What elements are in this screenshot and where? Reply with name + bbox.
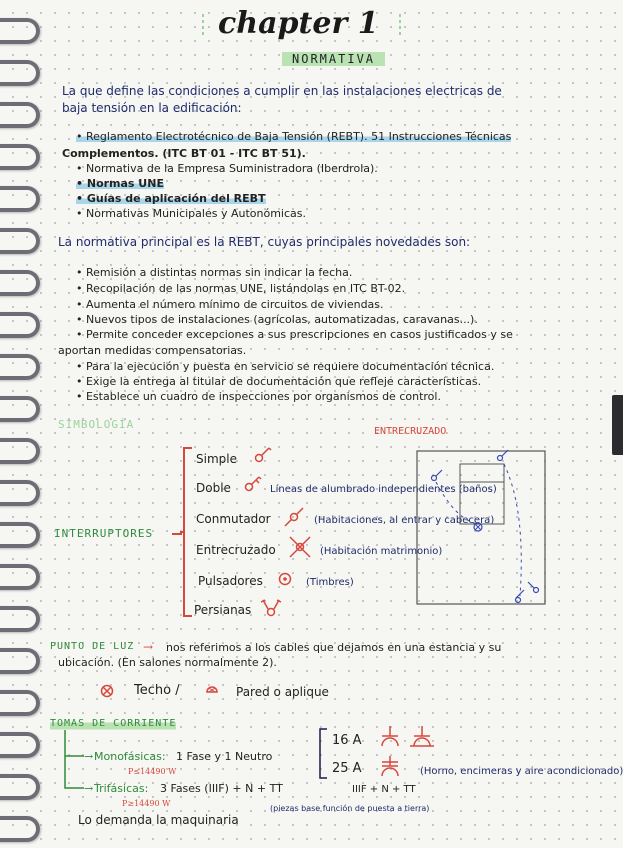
page-tab bbox=[612, 395, 623, 455]
tomas-heading: TOMAS DE CORRIENTE bbox=[50, 718, 177, 729]
punto-luz-text-1: nos referimos a los cables que dejamos en una estancia y su bbox=[166, 641, 502, 654]
amp-25-note: (Horno, encimeras y aire acondicionado) bbox=[420, 766, 623, 777]
socket-16a-icons bbox=[380, 724, 436, 750]
chapter-title: chapter 1 bbox=[218, 6, 379, 41]
intro-line-1: La que define las condiciones a cumplir en las instalaciones electricas de bbox=[62, 84, 502, 98]
chapter-subtitle: NORMATIVA bbox=[282, 52, 385, 66]
socket-25a-icon bbox=[380, 754, 404, 778]
list1-item: • Normas UNE bbox=[76, 177, 164, 190]
tri-arrow-icon: → bbox=[84, 782, 94, 795]
list2-item: • Establece un cuadro de inspecciones por organismos de control. bbox=[76, 390, 441, 403]
tri-text: 3 Fases (IIIF) + N + TT bbox=[160, 782, 283, 795]
amp-16: 16 A bbox=[332, 733, 362, 748]
maquinaria-text: Lo demanda la maquinaria bbox=[78, 813, 239, 827]
list1-item: • Normativas Municipales y Autonómicas. bbox=[76, 207, 306, 220]
switch-entrecruzado-icon bbox=[288, 535, 312, 559]
amp-bracket bbox=[318, 728, 328, 780]
switch-conmutador-icon bbox=[284, 506, 306, 526]
switch-pulsadores-label: Pulsadores bbox=[198, 574, 263, 588]
novedades-intro: La normativa principal es la REBT, cuyas principales novedades son: bbox=[58, 235, 471, 249]
tri-note: (piezas base función de puesta a tierra) bbox=[270, 804, 430, 813]
switches-bracket bbox=[180, 446, 194, 618]
entrecruzado-floorplan-diagram bbox=[416, 450, 546, 606]
interruptores-connector bbox=[172, 533, 182, 535]
pushbutton-icon bbox=[278, 572, 292, 586]
list1-item: Complementos. (ITC BT 01 - ITC BT 51). bbox=[62, 147, 306, 160]
ceiling-light-icon bbox=[100, 684, 114, 698]
tri-power: P≥14490 W bbox=[122, 799, 171, 808]
sparkle-left-icon bbox=[198, 14, 208, 36]
switch-doble-icon bbox=[244, 475, 262, 493]
arrow-right-icon: → bbox=[143, 640, 154, 654]
list1-item: • Reglamento Electrotécnico de Baja Tensión (REBT). 51 Instrucciones Técnicas bbox=[76, 130, 512, 143]
pared-label: Pared o aplique bbox=[236, 685, 329, 699]
list2-item: • Aumenta el número mínimo de circuitos de viviendas. bbox=[76, 298, 384, 311]
switch-simple-label: Simple bbox=[196, 452, 237, 466]
intro-line-2: baja tensión en la edificación: bbox=[62, 101, 242, 115]
switch-simple-icon bbox=[254, 446, 272, 464]
list2-item: • Nuevos tipos de instalaciones (agrícolas, automatizadas, caravanas...). bbox=[76, 313, 478, 326]
switch-conmutador-note: (Habitaciones, al entrar y cabecera) bbox=[314, 515, 495, 526]
mono-power: P≤14490 W bbox=[128, 767, 177, 776]
interruptores-label: INTERRUPTORES bbox=[54, 527, 154, 540]
techo-label: Techo / bbox=[134, 683, 180, 698]
tri-extra: IIIF + N + TT bbox=[352, 784, 416, 795]
switch-doble-label: Doble bbox=[196, 481, 231, 495]
list2-item: • Permite conceder excepciones a sus prescripciones en casos justificados y se bbox=[76, 328, 513, 341]
simbologia-heading: SIMBOLOGÍA bbox=[58, 418, 135, 431]
punto-luz-label: PUNTO DE LUZ bbox=[50, 641, 135, 652]
spiral-binding bbox=[0, 0, 40, 848]
amp-25: 25 A bbox=[332, 761, 362, 776]
switch-entrecruzado-label: Entrecruzado bbox=[196, 543, 276, 557]
switch-doble-note: Líneas de alumbrado independientes (baños) bbox=[270, 484, 497, 495]
switch-persianas-label: Persianas bbox=[194, 603, 252, 617]
list1-item: • Guías de aplicación del REBT bbox=[76, 192, 266, 205]
switch-entrecruzado-note: (Habitación matrimonio) bbox=[320, 546, 443, 557]
punto-luz-text-2: ubicación. (En salones normalmente 2). bbox=[58, 656, 277, 669]
list2-item: • Para la ejecución y puesta en servicio se requiere documentación técnica. bbox=[76, 360, 495, 373]
mono-label: Monofásicas: bbox=[94, 750, 166, 763]
list2-item: aportan medidas compensatorias. bbox=[58, 344, 247, 357]
switch-conmutador-label: Conmutador bbox=[196, 512, 271, 526]
list2-item: • Recopilación de las normas UNE, listándolas en ITC BT-02. bbox=[76, 282, 406, 295]
mono-text: 1 Fase y 1 Neutro bbox=[176, 750, 273, 763]
list2-item: • Remisión a distintas normas sin indicar la fecha. bbox=[76, 266, 353, 279]
switch-persianas-icon bbox=[260, 598, 282, 620]
wall-light-icon bbox=[206, 684, 218, 696]
mono-arrow-icon: → bbox=[84, 750, 94, 763]
sparkle-right-icon bbox=[395, 14, 405, 36]
list2-item: • Exige la entrega al titular de documentación que refleje características. bbox=[76, 375, 482, 388]
switch-pulsadores-note: (Timbres) bbox=[306, 577, 354, 588]
list1-item: • Normativa de la Empresa Suministradora (Iberdrola). bbox=[76, 162, 378, 175]
entrecruzado-label: ENTRECRUZADO bbox=[374, 426, 447, 437]
tri-label: Trifásicas: bbox=[94, 782, 149, 795]
